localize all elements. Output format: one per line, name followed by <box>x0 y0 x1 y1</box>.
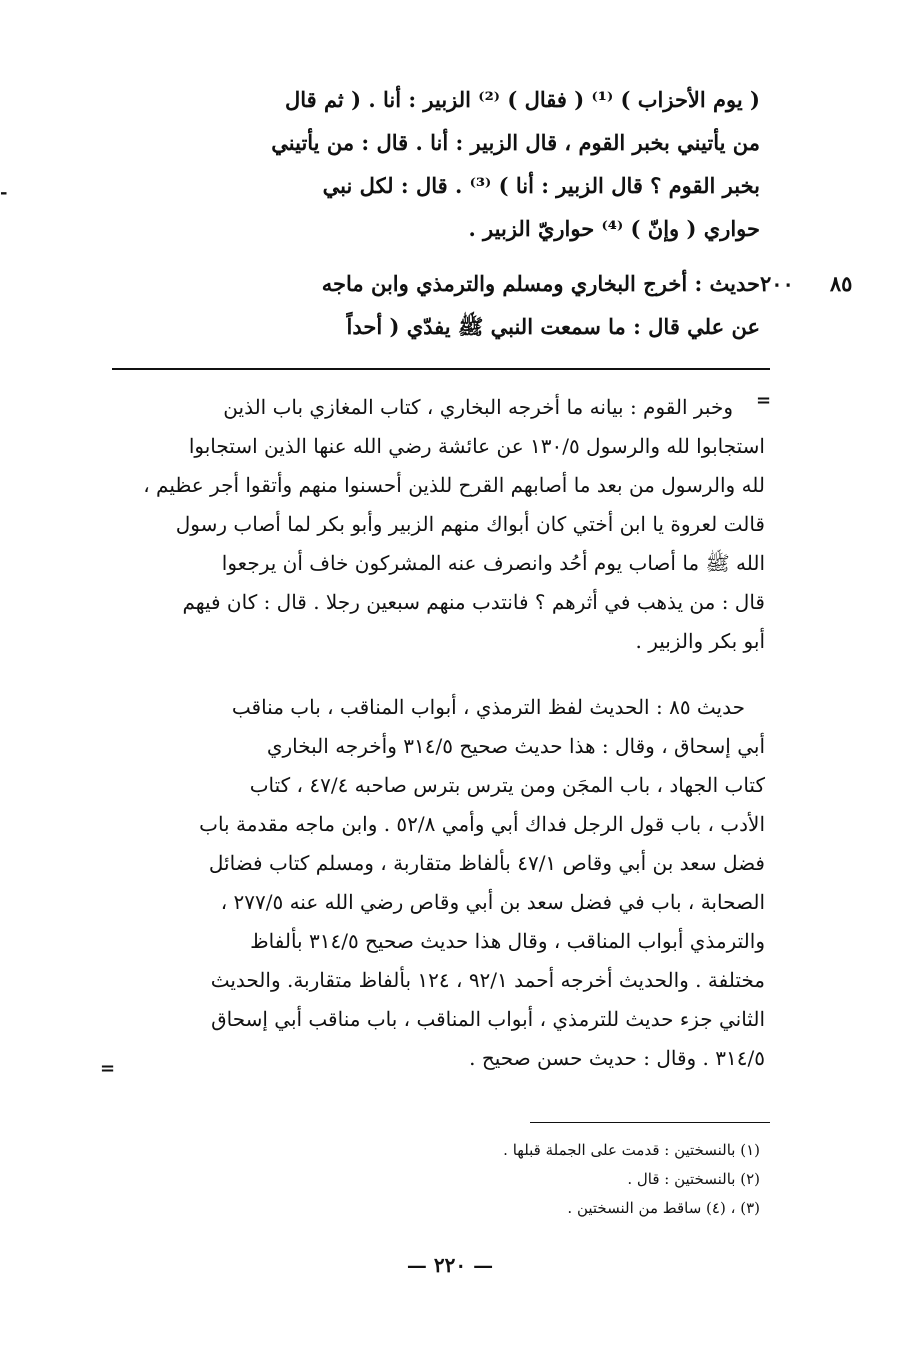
commentary-line: الأدب ، باب قول الرجل فداك أبي وأمي ٥٢/٨ . وابن ماجه مقدمة باب <box>199 812 765 836</box>
commentary-line: الثاني جزء حديث للترمذي ، أبواب المناقب ، باب مناقب أبي إسحاق <box>211 1007 765 1031</box>
commentary-line: حديث ٨٥ : الحديث لفظ الترمذي ، أبواب المناقب ، باب مناقب <box>231 695 745 719</box>
footnotes <box>240 1136 760 1223</box>
main-text <box>240 78 760 250</box>
commentary-line: قالت لعروة يا ابن أختي كان أبواك منهم الزبير وأبو بكر لما أصاب رسول <box>175 512 765 536</box>
commentary-end-mark: = <box>100 1058 116 1079</box>
hadith-number: ٨٥ <box>829 271 853 296</box>
commentary-line: والترمذي أبواب المناقب ، وقال هذا حديث صحيح ٣١٤/٥ بألفاظ <box>250 929 765 953</box>
main-line: بخبر القوم ؟ قال الزبير : أنا ) ⁽³⁾ . قال : لكل نبي <box>322 173 760 198</box>
main-line: من يأتيني بخبر القوم ، قال الزبير : أنا . قال : من يأتيني <box>271 130 760 155</box>
hadith-entry <box>120 262 853 348</box>
commentary-line: استجابوا لله والرسول ١٣٠/٥ عن عائشة رضي الله عنها الذين استجابوا <box>188 434 765 458</box>
hadith-line: حديث : أخرج البخاري ومسلم والترمذي وابن ماجه <box>321 271 760 296</box>
commentary-line: وخبر القوم : بيانه ما أخرجه البخاري ، كتاب المغازي باب الذين <box>223 395 733 419</box>
commentary-line: فضل سعد بن أبي وقاص ٤٧/١ بألفاظ متقاربة ، ومسلم كتاب فضائل <box>208 851 765 875</box>
main-divider <box>112 368 770 370</box>
commentary-line: الله ﷺ ما أصاب يوم أحُد وانصرف عنه المشركون خاف أن يرجعوا <box>221 551 765 575</box>
commentary-block-1 <box>115 388 765 661</box>
commentary-line: الصحابة ، باب في فضل سعد بن أبي وقاص رضي الله عنه ٢٧٧/٥ ، <box>220 890 765 914</box>
margin-dash: - <box>0 182 8 203</box>
footnote-divider <box>530 1122 770 1123</box>
main-line: حواري ( وإنّ ) ⁽⁴⁾ حواريّ الزبير . <box>468 216 760 241</box>
page-number: — ٢٢٠ — <box>406 1253 494 1277</box>
main-line: ( يوم الأحزاب ) ⁽¹⁾ ( فقال ) ⁽²⁾ الزبير : أنا . ( ثم قال <box>284 87 760 112</box>
commentary-line: أبي إسحاق ، وقال : هذا حديث صحيح ٣١٤/٥ وأخرجه البخاري <box>266 734 765 758</box>
commentary-start-mark: = <box>756 390 772 411</box>
commentary-block-2 <box>115 688 765 1078</box>
hadith-reference <box>760 262 900 305</box>
commentary-line: قال : من يذهب في أثرهم ؟ فانتدب منهم سبعين رجلا . قال : كان فيهم <box>182 590 765 614</box>
footnote: (١) بالنسختين : قدمت على الجملة قبلها . <box>503 1141 760 1159</box>
hadith-line: عن علي قال : ما سمعت النبي ﷺ يفدّي ( أحداً <box>346 314 760 339</box>
commentary-line: كتاب الجهاد ، باب المجَن ومن يترس بترس صاحبه ٤٧/٤ ، كتاب <box>249 773 765 797</box>
commentary-line: مختلفة . والحديث أخرجه أحمد ٩٢/١ ، ١٢٤ بألفاظ متقاربة. والحديث <box>210 968 765 992</box>
commentary-line: لله والرسول من بعد ما أصابهم القرح للذين أحسنوا منهم وأتقوا أجر عظيم ، <box>143 473 765 497</box>
commentary-line: أبو بكر والزبير . <box>635 629 765 653</box>
commentary-line: ٣١٤/٥ . وقال : حديث حسن صحيح . <box>469 1046 765 1070</box>
footnote: (٣) ، (٤) ساقط من النسختين . <box>567 1199 760 1217</box>
hadith-page-ref: ٢٠٠ <box>760 271 794 296</box>
footnote: (٢) بالنسختين : قال . <box>627 1170 760 1188</box>
